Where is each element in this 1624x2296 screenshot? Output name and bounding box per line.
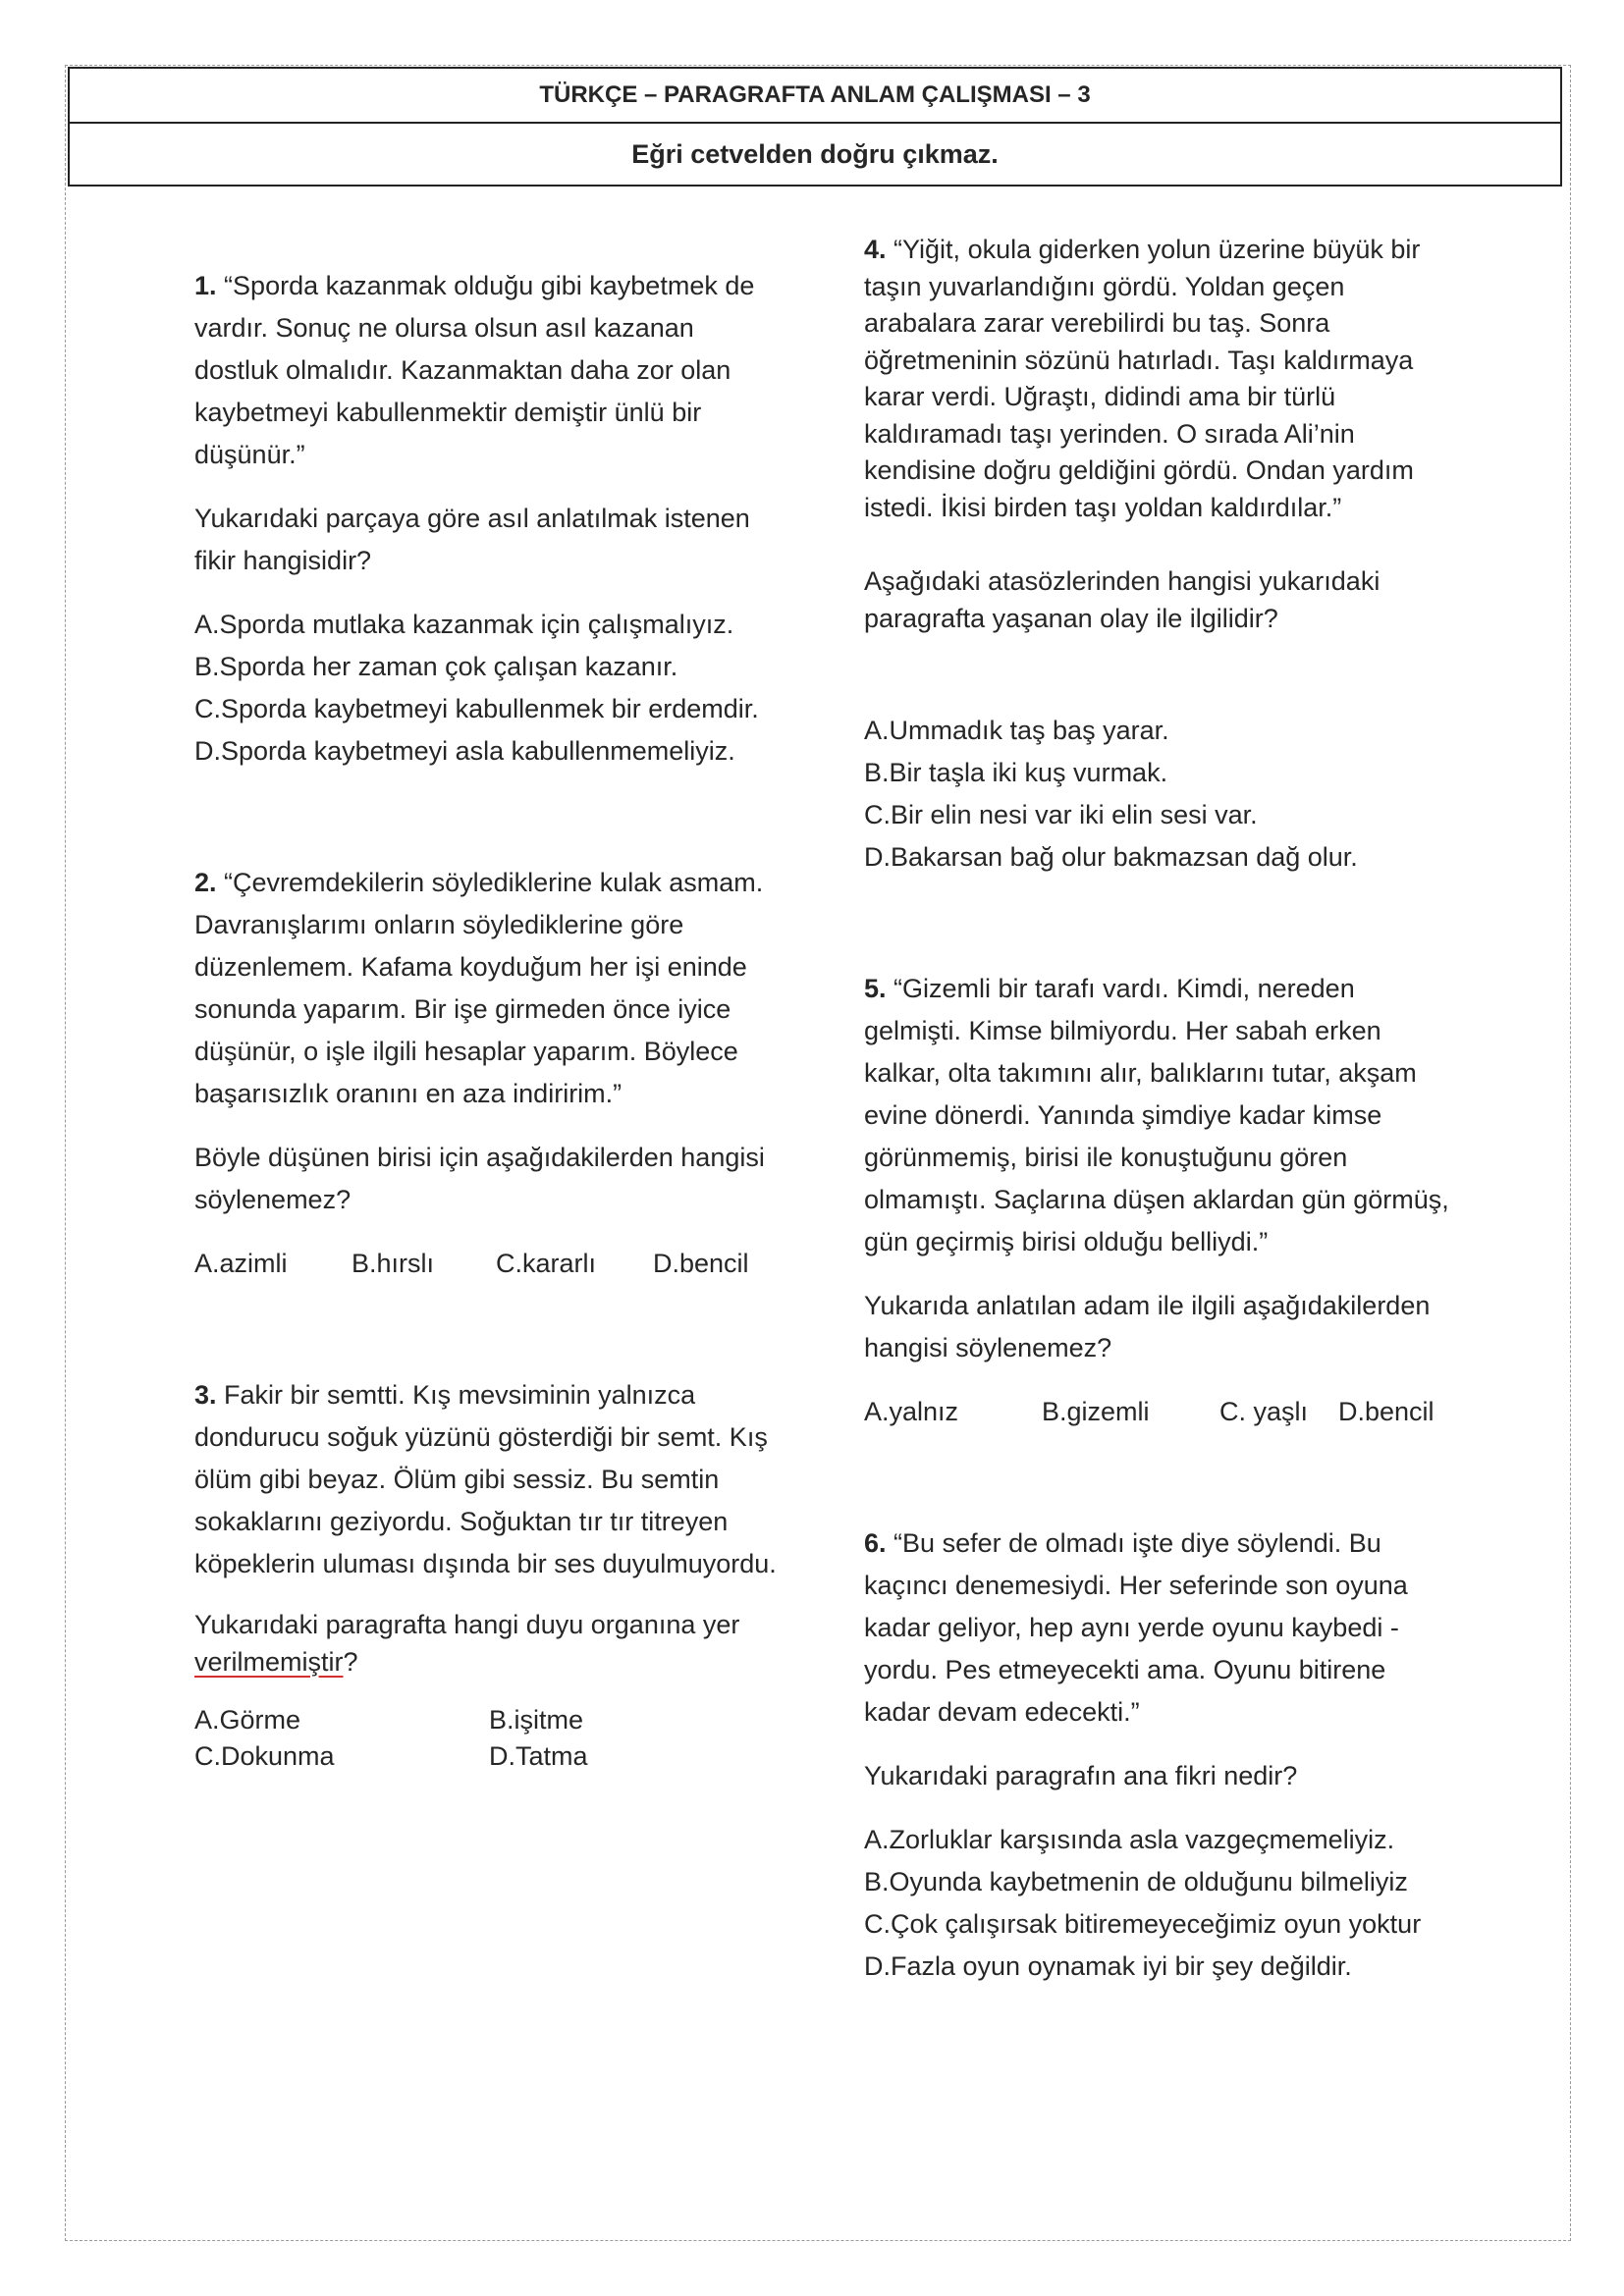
option-c[interactable]: C.Dokunma (194, 1741, 335, 1771)
passage: “Yiğit, okula giderken yolun üzerine büyük bir taşın yuvarlandığını gördü. Yoldan geçen arabalara zarar verebilirdi bu taş. Sonra öğretmeninin sözünü hatırladı. Taşı kaldırmaya karar verdi. Uğraştı, didindi ama bir türlü kaldıramadı taşı yerinden. O sırada Ali’nin kendisine doğru geldiğini gördü. Ondan yardım istedi. İkisi birden taşı yoldan kaldırdılar.” (864, 235, 1421, 522)
question-text (194, 862, 784, 1115)
question-number: 1. (194, 271, 217, 300)
question-number: 5. (864, 974, 887, 1003)
question-3 (194, 1374, 784, 1775)
question-number: 4. (864, 235, 887, 264)
question-5 (864, 968, 1453, 1433)
question-stem: Böyle düşünen birisi için aşağıdakilerden hangisi söylenemez? (194, 1143, 765, 1214)
option-a[interactable]: A.azimli (194, 1249, 288, 1278)
stem-end: ? (343, 1646, 358, 1677)
option-d[interactable]: D.bencil (653, 1249, 749, 1278)
passage: “Bu sefer de olmadı işte diye söylendi. Bu kaçıncı denemesiydi. Her seferinde son oyuna kadar geliyor, hep aynı yerde oyunu kaybedi - yordu. Pes etmeyecekti ama. Oyunu bitirene kadar devam edecekti.” (864, 1528, 1408, 1727)
option-a[interactable]: A.Zorluklar karşısında asla vazgeçmemeliyiz. (864, 1825, 1395, 1854)
option-a[interactable]: A.Ummadık taş baş yarar. (864, 716, 1169, 745)
question-stem (194, 1607, 784, 1681)
question-stem: Yukarıdaki paragrafın ana fikri nedir? (864, 1761, 1298, 1790)
question-text (194, 265, 784, 476)
option-b[interactable]: B.işitme (489, 1705, 584, 1735)
left-column (194, 265, 784, 1775)
question-text (864, 968, 1453, 1263)
question-4 (864, 232, 1453, 879)
option-d[interactable]: D.Fazla oyun oynamak iyi bir şey değildir. (864, 1951, 1352, 1981)
option-a[interactable]: A.yalnız (864, 1397, 959, 1426)
worksheet-title: TÜRKÇE – PARAGRAFTA ANLAM ÇALIŞMASI – 3 (70, 69, 1560, 124)
option-a[interactable]: A.Görme (194, 1705, 301, 1735)
passage: “Sporda kazanmak olduğu gibi kaybetmek de vardır. Sonuç ne olursa olsun asıl kazanan dostluk olmalıdır. Kazanmaktan daha zor olan kaybetmeyi kabullenmektir demiştir ünlü bir düşünür.” (194, 271, 755, 469)
option-b[interactable]: B.Oyunda kaybetmenin de olduğunu bilmeliyiz (864, 1867, 1408, 1896)
question-text (194, 1374, 784, 1585)
option-c[interactable]: C.Çok çalışırsak bitiremeyeceğimiz oyun yoktur (864, 1909, 1422, 1939)
worksheet-subtitle: Eğri cetvelden doğru çıkmaz. (631, 138, 999, 169)
passage: Fakir bir semtti. Kış mevsiminin yalnızca dondurucu soğuk yüzünü gösterdiği bir semt. Kış ölüm gibi beyaz. Ölüm gibi sessiz. Bu semtin sokaklarını geziyordu. Soğuktan tır tır titreyen köpeklerin uluması dışında bir ses duyulmuyordu. (194, 1380, 777, 1578)
question-1 (194, 265, 784, 773)
worksheet-header (68, 67, 1562, 187)
answer-options (194, 1702, 784, 1775)
question-2 (194, 862, 784, 1285)
option-b[interactable]: B.hırslı (352, 1249, 435, 1278)
question-text (864, 232, 1453, 526)
option-b[interactable]: B.Bir taşla iki kuş vurmak. (864, 758, 1168, 787)
answer-options (864, 1819, 1453, 1988)
option-d[interactable]: D.Sporda kaybetmeyi asla kabullenmemeliyiz. (194, 736, 735, 766)
question-number: 6. (864, 1528, 887, 1558)
answer-options (194, 1243, 784, 1285)
question-stem: Aşağıdaki atasözlerinden hangisi yukarıdaki paragrafta yaşanan olay ile ilgilidir? (864, 566, 1380, 633)
option-b[interactable]: B.gizemli (1042, 1397, 1150, 1426)
question-number: 3. (194, 1380, 217, 1410)
question-text (864, 1522, 1453, 1734)
passage: “Çevremdekilerin söylediklerine kulak asmam. Davranışlarımı onların söylediklerine göre düzenlemem. Kafama koyduğum her işi eninde sonunda yaparım. Bir işe girmeden önce iyice düşünür, o işle ilgili hesaplar yaparım. Böylece başarısızlık oranını en aza indiririm.” (194, 868, 764, 1108)
option-c[interactable]: C.Sporda kaybetmeyi kabullenmek bir erdemdir. (194, 694, 759, 723)
option-d[interactable]: D.Tatma (489, 1741, 588, 1771)
answer-options (864, 1391, 1453, 1433)
passage: “Gizemli bir tarafı vardı. Kimdi, nereden gelmişti. Kimse bilmiyordu. Her sabah erken kalkar, olta takımını alır, balıklarını tutar, akşam evine dönerdi. Yanında şimdiye kadar kimse görünmemiş, birisi ile konuştuğunu gören olmamıştı. Saçlarına düşen aklardan gün görmüş, gün geçirmiş birisi olduğu belliydi.” (864, 974, 1449, 1256)
option-b[interactable]: B.Sporda her zaman çok çalışan kazanır. (194, 652, 678, 681)
stem-text: Yukarıdaki paragrafta hangi duyu organına yer (194, 1610, 740, 1639)
question-number: 2. (194, 868, 217, 897)
question-stem: Yukarıda anlatılan adam ile ilgili aşağıdakilerden hangisi söylenemez? (864, 1291, 1431, 1362)
right-column (864, 232, 1453, 1988)
answer-options (194, 604, 784, 773)
option-c[interactable]: C. yaşlı (1219, 1397, 1309, 1426)
option-a[interactable]: A.Sporda mutlaka kazanmak için çalışmalıyız. (194, 610, 734, 639)
option-c[interactable]: C.Bir elin nesi var iki elin sesi var. (864, 800, 1258, 829)
question-6 (864, 1522, 1453, 1988)
answer-options (864, 710, 1453, 879)
option-c[interactable]: C.kararlı (496, 1249, 597, 1278)
option-d[interactable]: D.bencil (1338, 1397, 1435, 1426)
option-d[interactable]: D.Bakarsan bağ olur bakmazsan dağ olur. (864, 842, 1358, 872)
question-stem: Yukarıdaki parçaya göre asıl anlatılmak istenen fikir hangisidir? (194, 504, 750, 575)
spellcheck-underlined-word: verilmemiştir (194, 1646, 344, 1677)
